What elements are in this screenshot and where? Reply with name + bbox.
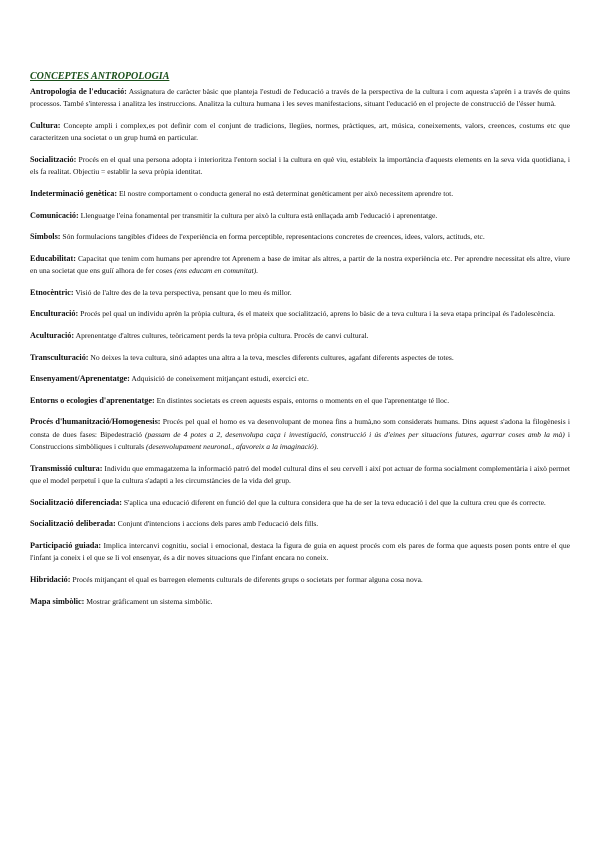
entry-socialitzacio-diferenciada	[30, 497, 570, 509]
entry-hibridacio	[30, 574, 570, 586]
entry-term: Comunicació:	[30, 210, 79, 220]
entry-term: Cultura:	[30, 121, 61, 130]
entry-definition: Concepte ampli i complex,es pot definir com el conjunt de tradicions, llegües, normes, pràctiques, art, música, coneixements, valors, creences, costums etc que caracteritzen una societat o un grup humà en particular.	[30, 121, 570, 143]
entry-term: Mapa simbòlic:	[30, 596, 85, 606]
document-title: CONCEPTES ANTROPOLOGIA	[30, 71, 170, 82]
entry-definition: Procés pel qual un individu aprèn la pròpia cultura, és el mateix que socialització, aprens lo bàsic de a teva cultura i la seva etapa principal és l'adolescència.	[78, 309, 556, 319]
entry-comunicacio	[30, 210, 570, 222]
entry-term: Socialització:	[30, 155, 77, 164]
entry-definition: Llenguatge l'eina fonamental per transmitir la cultura per això la cultura està enllaçada amb l'educació i aprenentatge.	[78, 210, 438, 220]
entry-definition: Procés mitjançant el qual es barregen elements culturals de diferents grups o societats per formar alguna cosa nova.	[70, 574, 423, 584]
entry-term: Aculturació:	[30, 330, 75, 340]
entry-socialitzacio-deliberada	[30, 518, 570, 530]
entry-transmissio-cultura	[30, 463, 570, 488]
entry-definition: Aprenentatge d'altres cultures, teòricament perds la teva pròpia cultura. Procés de canvi cultural.	[74, 330, 369, 340]
entry-definition: El nostre comportament o conducta general no està determinat genèticament per això necessitem aprendre tot.	[117, 189, 454, 198]
entry-antropologia	[30, 86, 570, 111]
entry-definition: Són formulacions tangibles d'idees de l'experiència en forma perceptible, representacions concretes de creences, idees, valors, actituds, etc.	[60, 232, 485, 242]
entry-term: Hibridació:	[30, 574, 71, 584]
entry-definition: En distintes societats es creen aquests espais, entorns o moments en el que l'aprenentatge té lloc.	[154, 395, 450, 405]
entry-definition: Assignatura de caràcter bàsic que planteja l'estudi de l'educació a través de la perspectiva de la cultura i com aquesta s'aprèn i a través de quins processos. També s'interessa i analitza les instruccions. Analitza la cultura humana i les seves manifestacions, situant l'educació en el projecte de construcció de l'ésser humà.	[30, 87, 570, 109]
entry-term: Transmissió cultura:	[30, 463, 103, 473]
entry-term: Símbols:	[30, 232, 61, 242]
entry-indeterminacio-genetica	[30, 188, 570, 200]
entry-definition: S'aplica una educació diferent en funció del que la cultura considera que ha de ser la teva educació i del que la cultura creu que és correcte.	[121, 497, 546, 507]
entry-definition: Visió de l'altre des de la teva perspectiva, pensant que lo meu és millor.	[73, 287, 292, 297]
entry-term: Etnocèntric:	[30, 287, 74, 297]
entry-term: Antropologia de l'educació:	[30, 87, 127, 96]
entry-term: Indeterminació genètica:	[30, 189, 118, 198]
entry-note-2: (desenvolupament neuronal., afavoreix a la imaginació).	[146, 442, 319, 452]
entry-educabilitat	[30, 253, 570, 278]
entry-term: Transculturació:	[30, 352, 89, 362]
entry-definition: Implica intercanvi cognitiu, social i emocional, destaca la figura de guia en aquest procés com els pares de forma que aquests posen ponts entre el que l'infant ja coneix i el que se li vol ensenyar, és a dir noves situacions que l'infant encara no coneix.	[30, 540, 570, 563]
entry-note: (ens educam en comunitat).	[174, 266, 259, 276]
entry-term: Procés d'humanització/Homogenesis:	[30, 417, 161, 427]
entry-enculturacio	[30, 308, 570, 320]
entry-ensenyament-aprenentatge	[30, 373, 570, 385]
entry-socialitzacio	[30, 154, 570, 179]
entry-etnocentric	[30, 287, 570, 299]
entry-definition-cont: i Construccions simbòliques i culturals	[30, 429, 570, 452]
entry-definition: Procés en el qual una persona adopta i interioritza l'entorn social i la cultura en què viu, estableix la importància d'aquests elements en la seva vida quotidiana, i els fa realitat. Objectiu = establir la seva pròpia identitat.	[30, 155, 570, 177]
entry-term: Socialització deliberada:	[30, 519, 116, 529]
entry-term: Educabilitat:	[30, 253, 76, 263]
entry-definition: Adquisició de coneixement mitjançant estudi, exercici etc.	[129, 374, 309, 384]
entry-entorns-aprenentatge	[30, 395, 570, 407]
entry-transculturacio	[30, 352, 570, 364]
entry-term: Enculturació:	[30, 309, 79, 319]
entry-term: Ensenyament/Aprenentatge:	[30, 374, 130, 384]
entry-aculturacio	[30, 330, 570, 342]
entry-definition: Mostrar gràficament un sistema simbòlic.	[84, 596, 213, 606]
entry-definition: Conjunt d'intencions i accions dels pares amb l'educació dels fills.	[115, 519, 319, 529]
entry-participacio-guiada	[30, 540, 570, 565]
entry-simbols	[30, 231, 570, 243]
entry-term: Socialització diferenciada:	[30, 497, 122, 507]
entry-term: Participació guiada:	[30, 540, 102, 550]
entry-definition: Individu que emmagatzema la informació patró del model cultural dins el seu cervell i així pot actuar de forma socialment complementària i això permet que el model perpetuï i que la cultura s'adapti a les circumstàncies de la vida del grup.	[30, 463, 570, 486]
entry-proces-humanitzacio	[30, 416, 570, 453]
entry-cultura	[30, 120, 570, 145]
entry-definition: Procés pel qual el homo es va desenvolupant de monea fins a humà,no som considerats humans. Dins aquest s'adona la filogènesis i consta de dues fases: Bipedestració	[30, 417, 571, 439]
entry-definition: Capacitat que tenim com humans per aprendre tot Aprenem a base de imitar als altres, a partir de la nostra experiència etc. Per aprendre necessitat els altre, viure en una societat que ens guiï alhora de fer coses	[30, 253, 570, 276]
entry-note: (passam de 4 potes a 2, desenvolupa caça i investigació, construcció i ús d'eines per situacions futures, agarrar coses amb la mà)	[144, 429, 565, 439]
entry-definition: No deixes la teva cultura, sinó adaptes una altra a la teva, mescles diferents cultures, agafant diferents aspectes de totes.	[88, 352, 454, 362]
entry-term: Entorns o ecologies d'aprenentatge:	[30, 395, 155, 405]
entry-mapa-simbolic	[30, 596, 570, 608]
